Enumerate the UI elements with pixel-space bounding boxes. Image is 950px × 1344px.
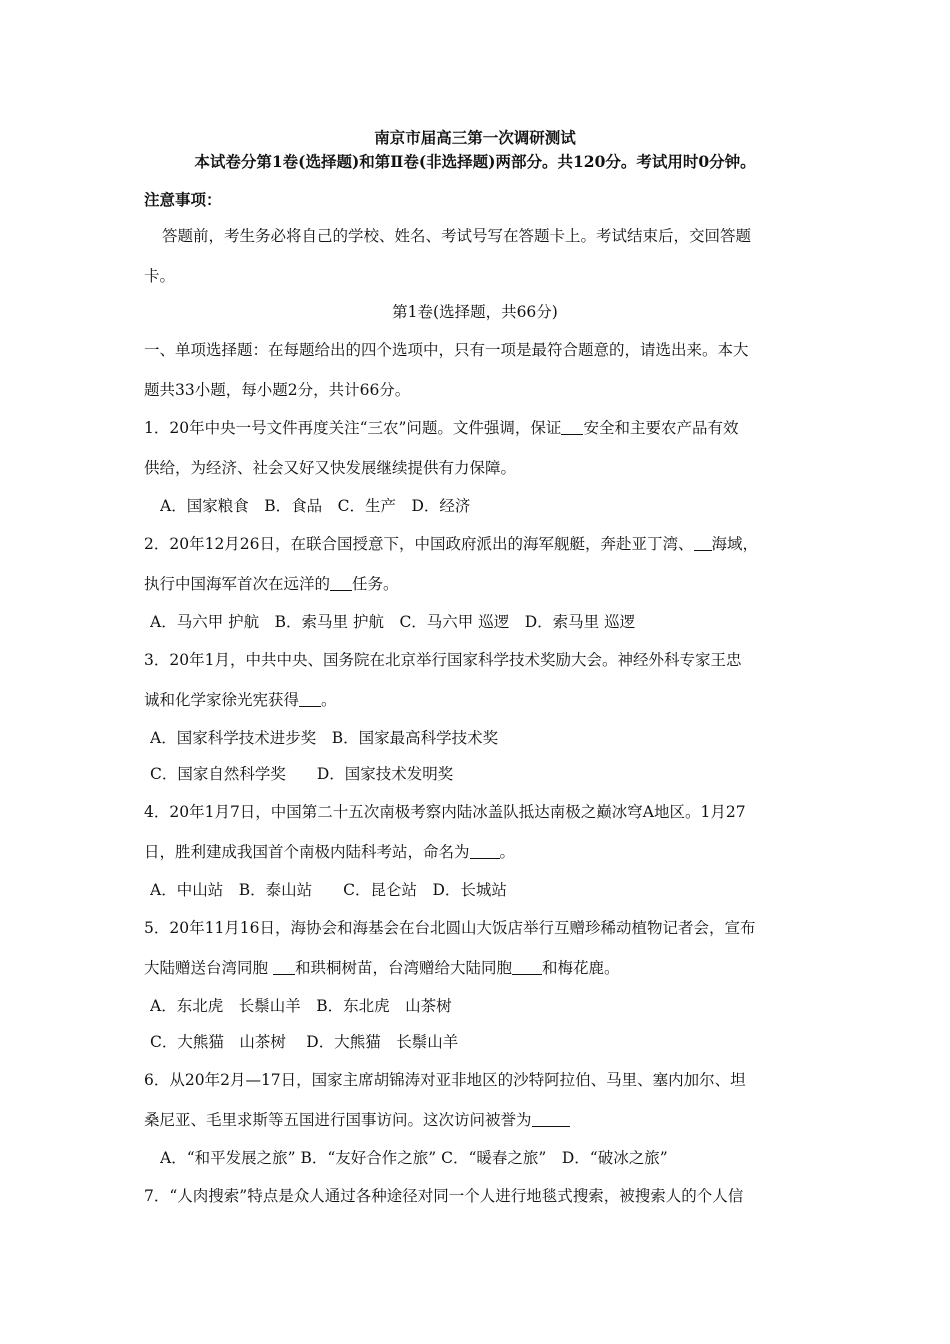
question-3-options-2: C．国家自然科学奖 D．国家技术发明奖 xyxy=(150,765,454,783)
section-instruction-1: 一、单项选择题：在每题给出的四个选项中，只有一项是最符合题意的，请选出来。本大 xyxy=(144,341,749,359)
question-4-line-1: 4．20年1月7日，中国第二十五次南极考察内陆冰盖队抵达南极之巅冰穹A地区。1月27 xyxy=(144,803,746,821)
question-5-line-2 xyxy=(144,958,812,978)
q5-text-b: 大陆赠送台湾同胞 xyxy=(144,959,273,977)
question-1-line-2: 供给，为经济、社会又好又快发展继续提供有力保障。 xyxy=(144,459,517,477)
question-6-line-1: 6．从20年2月—17日，国家主席胡锦涛对亚非地区的沙特阿拉伯、马里、塞内加尔、坦 xyxy=(144,1071,746,1089)
answer-blank xyxy=(532,1110,570,1127)
notice-line-2: 卡。 xyxy=(144,267,176,285)
question-5-options-1: A．东北虎 长鬃山羊 B．东北虎 山茶树 xyxy=(150,997,452,1015)
answer-blank xyxy=(561,418,583,435)
q6-text-b: 桑尼亚、毛里求斯等五国进行国事访问。这次访问被誉为 xyxy=(144,1111,532,1129)
section-instruction-2: 题共33小题，每小题2分，共计66分。 xyxy=(144,381,411,399)
question-3-line-2 xyxy=(144,690,812,710)
answer-blank xyxy=(470,842,500,859)
exam-subtitle: 本试卷分第1卷(选择题)和第Ⅱ卷(非选择题)两部分。共120分。考试用时0分钟。 xyxy=(194,152,756,171)
q2-text-b: 海域， xyxy=(711,535,759,553)
notice-line-1: 答题前，考生务必将自己的学校、姓名、考试号写在答题卡上。考试结束后，交回答题 xyxy=(162,227,752,245)
answer-blank xyxy=(299,690,321,707)
q3-text-c: 。 xyxy=(321,691,337,709)
q2-text-a: 2．20年12月26日，在联合国授意下，中国政府派出的海军舰艇，奔赴亚丁湾、 xyxy=(144,535,694,553)
answer-blank xyxy=(694,534,712,551)
question-7-line-1: 7．“人肉搜索”特点是众人通过各种途径对同一个人进行地毯式搜索，被搜索人的个人信 xyxy=(144,1187,744,1205)
q4-text-c: 。 xyxy=(499,843,516,861)
q2-text-d: 任务。 xyxy=(352,575,399,593)
question-5-options-2: C．大熊猫 山茶树 D．大熊猫 长鬃山羊 xyxy=(150,1033,459,1051)
question-6-line-2 xyxy=(144,1110,812,1130)
q1-text-b: 安全和主要农产品有效 xyxy=(583,419,739,437)
q5-text-c: 和珙桐树苗，台湾赠给大陆同胞 xyxy=(294,959,512,977)
question-2-line-1 xyxy=(144,534,812,554)
q3-text-b: 诚和化学家徐光宪获得 xyxy=(144,691,300,709)
question-2-options: A．马六甲 护航 B．索马里 护航 C．马六甲 巡逻 D．索马里 巡逻 xyxy=(150,613,636,631)
question-1-options: A．国家粮食 B．食品 C．生产 D．经济 xyxy=(160,497,471,515)
notice-heading: 注意事项： xyxy=(144,190,222,209)
answer-blank xyxy=(512,958,542,975)
question-1-line-1 xyxy=(144,418,812,438)
question-6-options: A．“和平发展之旅” B．“友好合作之旅” C．“暖春之旅” D．“破冰之旅” xyxy=(160,1149,668,1167)
question-4-line-2 xyxy=(144,842,812,862)
answer-blank xyxy=(273,958,295,975)
section-heading: 第1卷(选择题，共66分) xyxy=(392,303,558,321)
page-title: 南京市届高三第一次调研测试 xyxy=(374,128,576,147)
answer-blank xyxy=(330,574,352,591)
question-4-options: A．中山站 B．泰山站 C．昆仑站 D．长城站 xyxy=(150,881,507,899)
question-5-line-1: 5．20年11月16日，海协会和海基会在台北圆山大饭店举行互赠珍稀动植物记者会，宣布 xyxy=(144,919,756,937)
question-3-line-1: 3．20年1月，中共中央、国务院在北京举行国家科学技术奖励大会。神经外科专家王忠 xyxy=(144,651,742,669)
question-3-options-1: A．国家科学技术进步奖 B．国家最高科学技术奖 xyxy=(150,729,499,747)
question-2-line-2 xyxy=(144,574,812,594)
q5-text-d: 和梅花鹿。 xyxy=(541,959,620,977)
q4-text-b: 日，胜利建成我国首个南极内陆科考站，命名为 xyxy=(144,843,470,861)
q1-text-a: 1．20年中央一号文件再度关注“三农”问题。文件强调，保证 xyxy=(144,419,562,437)
q2-text-c: 执行中国海军首次在远洋的 xyxy=(144,575,331,593)
